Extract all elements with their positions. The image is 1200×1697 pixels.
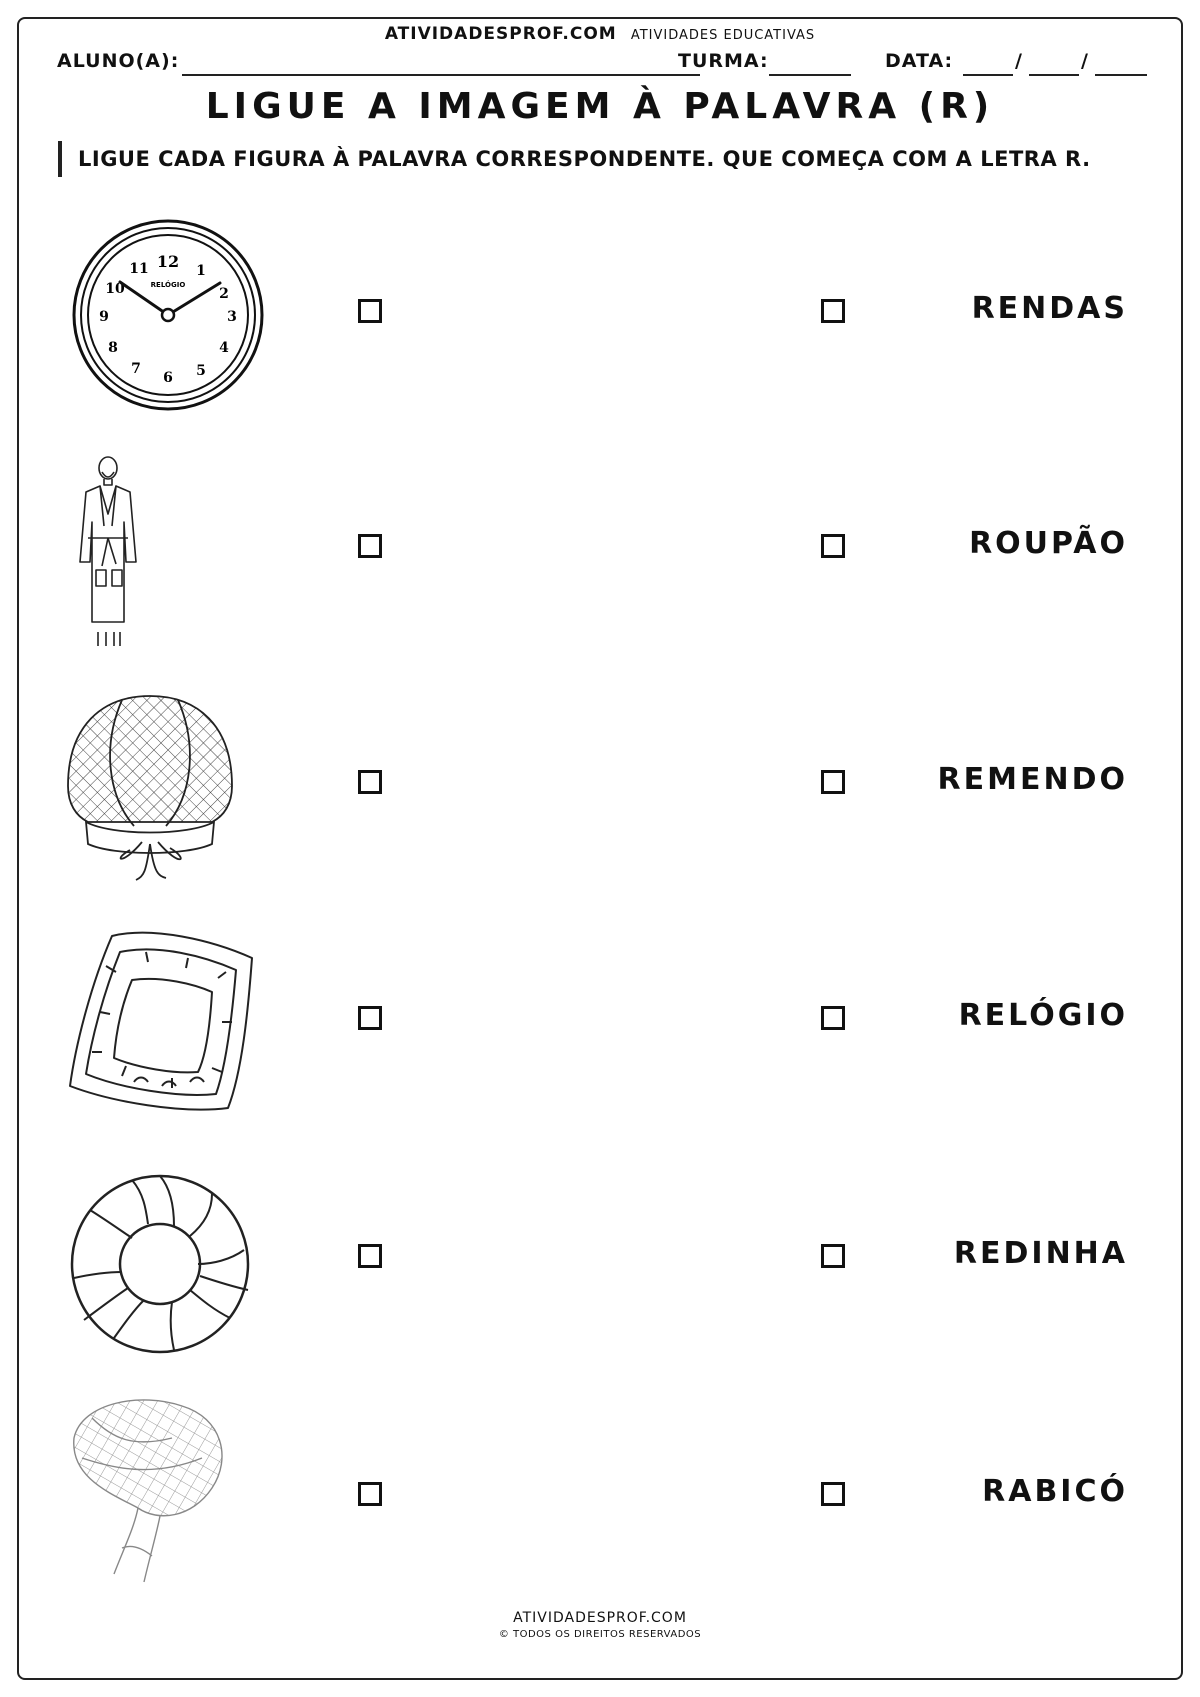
page-footer — [0, 1610, 1200, 1640]
hairnet-icon — [62, 686, 282, 886]
left-connector-box[interactable] — [358, 1244, 382, 1268]
page-title: LIGUE A IMAGEM À PALAVRA (R) — [205, 86, 995, 127]
left-connector-box[interactable] — [358, 299, 382, 323]
clock-number: 9 — [99, 309, 109, 325]
left-connector-box[interactable] — [358, 534, 382, 558]
hairnet-bun-icon — [62, 1398, 282, 1598]
clock-number: 1 — [196, 263, 206, 279]
clock-brand-label: RELÓGIO — [150, 281, 186, 289]
site-tagline: ATIVIDADES EDUCATIVAS — [630, 28, 816, 43]
word-label: ROUPÃO — [969, 526, 1128, 561]
student-info-row — [57, 50, 1147, 80]
date-separator: / — [1081, 50, 1089, 72]
clock-number: 11 — [129, 261, 149, 277]
site-name: ATIVIDADESPROF.COM — [384, 24, 617, 44]
clock-number: 12 — [156, 252, 180, 271]
student-label: ALUNO(A): — [57, 50, 180, 72]
class-field[interactable] — [769, 74, 851, 76]
match-row — [0, 686, 1200, 886]
match-row — [0, 922, 1200, 1122]
clock-number: 10 — [105, 281, 125, 297]
word-label: RENDAS — [971, 291, 1128, 326]
right-connector-box[interactable] — [821, 299, 845, 323]
instruction-text: LIGUE CADA FIGURA À PALAVRA CORRESPONDENTE. QUE COMEÇA COM A LETRA R. — [58, 141, 1091, 177]
right-connector-box[interactable] — [821, 1482, 845, 1506]
bathrobe-icon — [62, 450, 282, 650]
clock-icon — [62, 215, 282, 415]
class-label: TURMA: — [678, 50, 769, 72]
left-connector-box[interactable] — [358, 1482, 382, 1506]
date-day-field[interactable] — [963, 74, 1013, 76]
left-connector-box[interactable] — [358, 1006, 382, 1030]
right-connector-box[interactable] — [821, 534, 845, 558]
clock-number: 4 — [219, 340, 229, 356]
right-connector-box[interactable] — [821, 770, 845, 794]
site-header — [0, 24, 1200, 44]
clock-number: 5 — [196, 363, 206, 379]
ravioli-icon — [62, 922, 282, 1122]
match-row — [0, 1398, 1200, 1598]
right-connector-box[interactable] — [821, 1244, 845, 1268]
match-row — [0, 450, 1200, 650]
scrunchie-icon — [62, 1160, 282, 1360]
date-separator: / — [1015, 50, 1023, 72]
clock-number: 6 — [163, 370, 173, 386]
student-name-field[interactable] — [182, 74, 700, 76]
left-connector-box[interactable] — [358, 770, 382, 794]
date-year-field[interactable] — [1095, 74, 1147, 76]
match-row — [0, 1160, 1200, 1360]
clock-number: 2 — [219, 286, 229, 302]
clock-number: 8 — [108, 340, 118, 356]
word-label: REMENDO — [937, 762, 1128, 797]
word-label: RELÓGIO — [958, 998, 1128, 1033]
word-label: RABICÓ — [982, 1474, 1128, 1509]
clock-number: 3 — [227, 309, 237, 325]
date-month-field[interactable] — [1029, 74, 1079, 76]
footer-site: ATIVIDADESPROF.COM — [513, 1610, 687, 1626]
word-label: REDINHA — [953, 1236, 1128, 1271]
clock-number: 7 — [131, 361, 141, 377]
right-connector-box[interactable] — [821, 1006, 845, 1030]
date-label: DATA: — [885, 50, 954, 72]
footer-rights: © TODOS OS DIREITOS RESERVADOS — [498, 1629, 702, 1640]
match-row — [0, 215, 1200, 415]
